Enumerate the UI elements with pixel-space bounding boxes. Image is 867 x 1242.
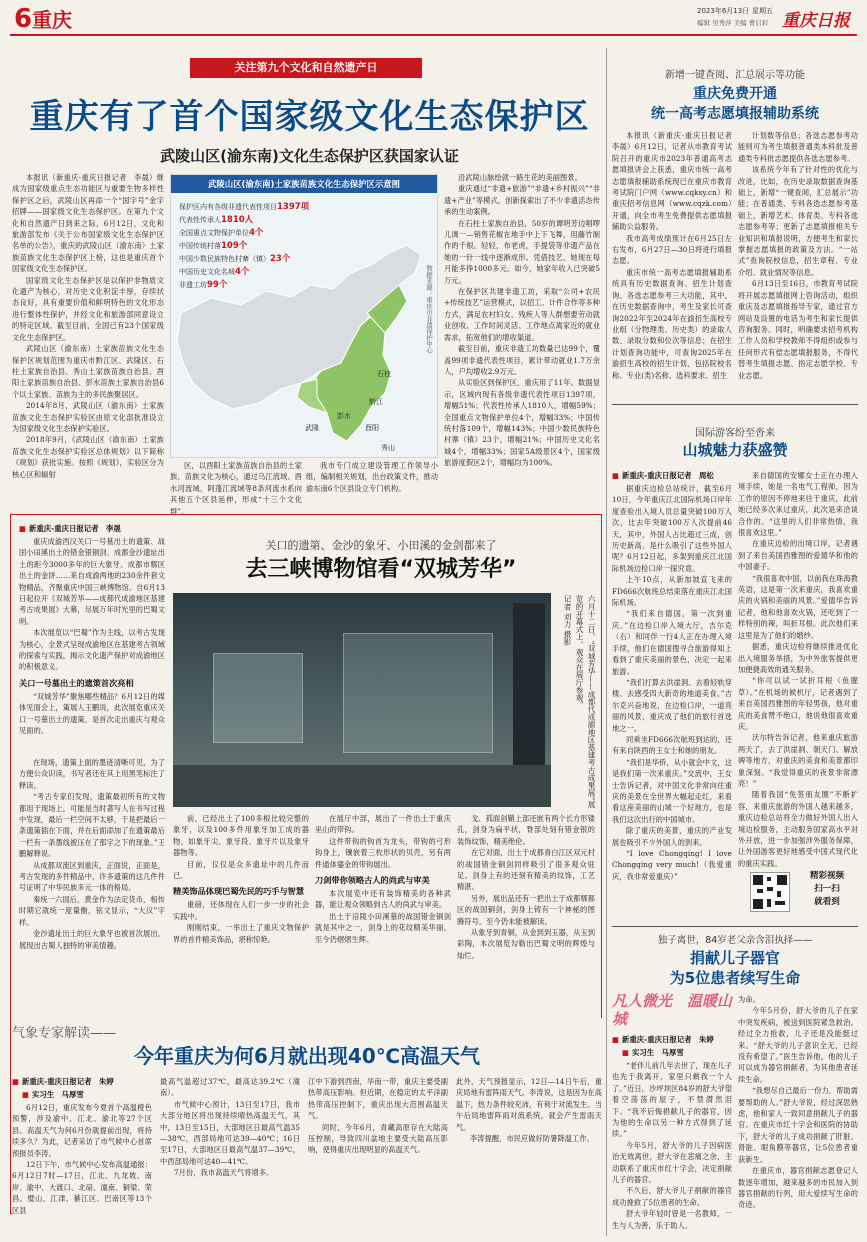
weather-headline: 今年重庆为何6月就出现40℃高温天气 xyxy=(134,1044,480,1068)
donation-headline-2: 为5位患者续写生命 xyxy=(669,969,801,987)
gaokao-kicker: 新增一键查阅、汇总展示等功能 xyxy=(665,70,805,81)
tourist-paragraph: 在重庆边检的出境口岸，记者遇到了来自美国西雅图的爱德华和他的中国妻子。 xyxy=(738,539,858,572)
weather-paragraph: 最高气温超过37℃，最高达39.2℃（潼南）。 xyxy=(160,1077,300,1098)
tourist-paragraph: 同乘坐FD666次航班到达的，还有来自陕西的王女士和她的朋友。 xyxy=(612,734,732,756)
museum-paragraph: 从象牙到青铜，从金到到玉器，从玉到彩陶，本次展览勾勒出巴蜀文明的辉煌与灿烂。 xyxy=(457,928,595,960)
lead-paragraph: 本报讯（新重庆-重庆日报记者 李晟）继成为国家级重点生态功能区与重要生物多样性保护区之后，武陵山区再添一个“国字号”金字招牌——国家级文化生态保护区。在第九个文化和自然遗产日到来之际，6月12日，文化和旅游部发布《关于公布国家级文化生态保护区名单的公告》，重庆的武陵山区（渝东南）土家族苗族文化生态保护区上榜，这也是重庆首个国家级文化生态保护区。 xyxy=(12,173,164,274)
tourist-paragraph: “我很喜欢中国，以前我在珠海教英语，这是第一次来重庆，我喜欢重庆的火锅和美丽的风景。”爱德华告诉记者，他和他喜欢火锅，还吃到了一样特别的辣，叫折耳根。此次他们来这里是为了他们的婚纱。 xyxy=(738,573,858,640)
map-place-label: 石柱 xyxy=(377,370,391,378)
issue-weekday: 星期五 xyxy=(752,7,773,15)
weather-column-3 xyxy=(308,1076,448,1238)
lead-paragraph: 2014年8月，武陵山区（渝东南）土家族苗族文化生态保护实验区由原文化部批准设立为国家级文化生态保护实验区。 xyxy=(12,401,164,433)
weather-byline: ■ 新重庆-重庆日报记者 朱婷 xyxy=(12,1076,152,1087)
tourist-paragraph: “我们来自德国，第一次到重庆。”在边检口岸入境大厅，吉尔克（右）和同伴一行4人正在办理入境手续，他们在德国搜寻合旅游得知上看到了重庆美丽的景色，决定一起来旅游。 xyxy=(612,609,732,676)
lead-headline: 重庆有了首个国家级文化生态保护区 xyxy=(29,97,590,137)
tourist-paragraph: “我们打算去洪崖洞、去看轻轨穿楼、去感受四大新奇的地道美食。”吉尔克兴奋地说，在边检口岸，一道亮丽的风景，重庆成了他们的旅行首选地之一。 xyxy=(612,677,732,733)
map-stat-row: 中国少数民族特色村寨（镇）23个 xyxy=(179,254,291,264)
museum-paragraph: 重磅，还体现在人们一步一步的社会实践中。 xyxy=(173,900,309,921)
museum-paragraph: 重庆成渝西汉关口一号墓出土的遗策、战国小田溪出土的错金银铜剑、成都金沙遗址出土的距今3000多年的巨大象牙、成都市郫区出土的金饼……来自成渝两地的230余件套文物精品，齐聚重庆中国三峡博物馆。自6月13日起拉开《双城芳华——成都代成渝地区基建考古成果展》大幕，尽展万年时光里的巴蜀文明。 xyxy=(19,537,165,626)
museum-subheading: 刀剑带你领略古人的尚武与审美 xyxy=(315,875,430,886)
weather-byline-2: ■ 实习生 马厚雪 xyxy=(12,1089,152,1100)
lead-paragraph: 重庆通过“非遗+旅游”“非遗+乡村振兴”“非遗+产业”等模式，创新探索出了不少非遗活态传承的生动案例。 xyxy=(444,184,600,217)
gaokao-column-2 xyxy=(738,130,858,400)
weather-paragraph: 江中下游到西南，华南一带，重庆主要受副热带高压影响。但近期，在稳定的太平洋副热带高压控制下，重庆出现大范围高温天气。 xyxy=(308,1077,448,1121)
photo-caption: 六月十二日，“双城芳华——成都代成渝地区基建考古成果展”展览的开幕式上，观众在展厅参观。 记者 刘力 摄影 xyxy=(563,595,596,808)
donation-byline: ■ 新重庆-重庆日报记者 朱婷 xyxy=(612,1034,732,1045)
masthead-rule xyxy=(10,34,857,36)
lead-column-1 xyxy=(12,172,164,508)
museum-paragraph: 本次展览中还有装饰精美的各种武器，能让观众领略到古人的尚武与审美。 xyxy=(315,889,451,910)
lead-story xyxy=(12,48,600,516)
donation-paragraph: “我想尽自己最后一份力，帮助需要帮助的人。”舒大爷说，经过深思熟虑，他和家人一致同意捐献儿子的器官。在重庆市红十字会和医院的协助下，舒大爷的儿子成功捐献了肝脏、肾脏、眼角膜等器官，让5位患者重获新生。 xyxy=(738,1086,858,1164)
tourist-paragraph: 来自德国的安娜女士正在办理入境手续，她是一名电气工程师，因为工作的原因不停地来往于重庆，此前她已经多次来过重庆，此次是来洽谈合作的。“这里的人们非常热情，我很喜欢这里。” xyxy=(738,471,858,538)
page-number: 6 xyxy=(14,4,33,34)
museum-subheading: 精美饰品体现巴蜀先民的巧手与智慧 xyxy=(173,886,305,897)
weather-kicker: 气象专家解读—— xyxy=(12,1026,117,1041)
masthead xyxy=(0,0,867,42)
museum-paragraph: 金沙遗址出土的巨大象牙也被首次展出，展现出古蜀人独特的审美情趣。 xyxy=(19,929,165,950)
section-name: 重庆 xyxy=(32,8,72,32)
donation-paragraph: 今年5月份，舒大爷的儿子在家中突发疾病，被送到医院紧急救治。经过全力抢救，儿子还是没能挺过来。“舒大爷的儿子意识全无，已经没有希望了。”医生告诉他，他的儿子可以成为器官捐献者，为其他患者延续生命。 xyxy=(738,1006,858,1084)
weather-column-2 xyxy=(160,1076,300,1238)
donation-paragraph: 在重庆市，器官捐献志愿登记人数逐年增加，越来越多的市民加入到器官捐献的行列，用大爱续写生命的奇迹。 xyxy=(738,1166,858,1210)
map-place-label: 武隆 xyxy=(305,424,319,432)
tourist-story xyxy=(612,410,858,922)
donation-headline: 捐献儿子器官 xyxy=(689,949,780,967)
donation-byline-2: ■ 实习生 马厚雪 xyxy=(612,1047,732,1058)
museum-paragraph: “考古专家们发现，遗策最初所有的文物都用于现场上，可能是当时著写人在书写过程中发现，最后一栏空间不太够，于是把最后一条遗策插在下面，并在后面添加了在遗策最后一栏有一条墨线被压在了那字之下的现象。”王鹏解释说。 xyxy=(19,792,165,859)
museum-byline: ■ 新重庆-重庆日报记者 李晟 xyxy=(19,523,165,534)
museum-paragraph: 在展厅中部，展出了一件出土于重庆巫山的带钩。 xyxy=(315,814,451,835)
lead-paragraph: 截至目前，重庆非遗工坊数量已达99个，覆盖99项非遗代表性项目，累计带动就业1.7万余人，户均增收2.9万元。 xyxy=(444,344,600,376)
lead-paragraph: 沿武陵山脉绘就一路生花的美丽图景。 xyxy=(458,173,582,182)
weather-column-1 xyxy=(12,1076,152,1238)
donation-column-2 xyxy=(738,994,858,1236)
gaokao-column-1 xyxy=(612,130,740,400)
tourist-qr-code[interactable] xyxy=(750,872,790,912)
museum-paragraph: 戈、孤面剑鞘上部还嵌有两个长方形镂孔，剑身为扁平状，脊部处刻有错金银的装饰纹饰，精美绝伦。 xyxy=(457,814,595,846)
tourist-paragraph: 沃尔特告诉记者，他来重庆旅游两天了，去了洪崖洞、朝天门、解放碑等地方，对重庆的美食和美景都印象深刻。“我觉得重庆的夜景非常漂亮！” xyxy=(738,733,858,788)
museum-paragraph: 刚刚结束，一举出土了重庆文物保护界的首件精美饰品，堪称惊艳。 xyxy=(173,923,309,944)
lead-under-map-b xyxy=(306,460,438,508)
map-place-label: 黔江 xyxy=(369,398,383,406)
gaokao-paragraph: 本报讯（新重庆-重庆日报记者 李晟）6月12日，记者从市教育考试院召开的重庆市2023年普通高考志愿填报讲会上获悉，重庆市统一高考志愿填报辅助系统现已在重庆市教育考试院门户网（www.cqksy.cn）和重庆招考信息网（www.cqzk.com）开通，向全市考生免费提供志愿填报辅助公益服务。 xyxy=(612,131,740,232)
tourist-paragraph: 上午10点，从新加坡直飞来的FD666次航班总结束落在重庆江北国际机场。 xyxy=(612,575,732,608)
tourist-paragraph: “你可以试一试折耳根（鱼腥草）。”在机场的候机厅，记者遇到了来自美国西雅图的年轻男孩，他对重庆的美食赞不绝口，他说他很喜欢重庆。 xyxy=(738,676,858,731)
display-case xyxy=(343,633,493,753)
qr-code-icon xyxy=(751,873,789,911)
lead-under-map-a xyxy=(170,460,302,516)
museum-paragraph: 这件带钩的钩首为龙头，带钩的弓形钩身上，镶嵌着三枚形状的贝壳，另有两件通体鎏金的带钩展出。 xyxy=(315,836,451,869)
museum-paragraph: 在它对面，出土于成都青白江区双元村的战国错金铜剑同样吸引了很多观众驻足。剑身上有的还刻有精美的纹饰，工艺精湛。 xyxy=(457,848,595,892)
gaokao-paragraph: 重庆市统一高考志愿填报辅助系统具有历史数据查询、招生计划查询、各选志愿参考三大功能，其中，在历史数据查询中，考生及家长可查询2022年至2024年在渝招生高校专业组（分物理类、历史类）的录取人数、录取分数和位次等信息；在招生计划查询功能中，可查询2025年在渝招生高校的招生计划，包括院校名称、专业(类)名称、选科要求、招生 xyxy=(612,267,732,380)
donation-kicker: 独子离世，84岁老父亲含泪执择—— xyxy=(657,935,813,946)
map-stat-row: 全国重点文物保护单位4个 xyxy=(179,228,264,238)
lead-banner-text: 关注第九个文化和自然遗产日 xyxy=(234,61,378,74)
gaokao-story xyxy=(612,48,858,400)
weather-paragraph: 此外，天气预报显示，12日—14日午后，重庆局地有雷阵雨天气。李涛说，这是因为在高温下，热力条件较充沛，有利于对流发生。当午后局地雷阵雨对流系统，就会产生雷雨天气。 xyxy=(456,1077,602,1132)
map-stat-row: 中国历史文化名城4个 xyxy=(179,267,250,277)
donation-paragraph: 为命。 xyxy=(738,995,760,1004)
lead-paragraph: 在石柱土家族自治县，50岁的谭明芳边唱啰儿调一—销售花椒在地手中上下飞舞，用藤竹制作的千根，轻轻，布老虎，手提袋等非遗产品在她的一针一线中逐渐成形。凭借技艺，她现在每月能多挣1000多元。如今，她家年收入已突破5万元。 xyxy=(444,218,600,285)
tourist-column-1 xyxy=(612,470,732,922)
museum-column-1 xyxy=(19,523,165,753)
museum-paragraph: 在现场，遗策上面的墨迹清晰可见，为了方便公众识读，书写者还在其上用黑笔标注了释读。 xyxy=(19,758,165,790)
donation-paragraph: 今年5月，舒大爷的儿子因病医治无效离世，舒大爷在悲痛之余，主动联系了重庆市红十字会，决定捐献儿子的器官。 xyxy=(612,1140,732,1185)
map-place-label: 彭水 xyxy=(337,412,351,420)
lead-paragraph: 国家级文化生态保护区是以保护非物质文化遗产为核心，对历史文化积淀丰厚，存续状态良好，具有重要价值和鲜明特色的文化形态进行整体性保护，并经文化和旅游部同意设立的特定区域。截至目前，全国已有23个国家级文化生态保护区。 xyxy=(12,275,164,342)
gaokao-headline: 重庆免费开通 xyxy=(693,86,777,102)
protection-area-map xyxy=(170,174,438,458)
donation-paragraph: 舒大爷年轻时曾是一名教师，一生与人为善，乐于助人。 xyxy=(612,1209,732,1230)
column-series-banner: 凡人微光 温暖山城 xyxy=(612,992,733,1028)
gaokao-paragraph: 该系统今年有了针对性的优化与改进，比如，在历史录取数据查询基础上，新增“一键查阅，汇总展示”功能；在普通类、专科各选志愿参考基础上，新增艺术、体育类、专科各选志愿参考等；更新了志愿填报相关专业知识和填报说明，方便考生和家长掌握志愿填报的政策及方法。“一站式”查询院校信息，招生章程、专业介绍、就业情况等信息。 xyxy=(738,165,858,277)
map-stat-row: 代表性传承人1810人 xyxy=(179,215,254,225)
editor-label: 编辑 xyxy=(697,19,710,27)
donation-column-1 xyxy=(612,1034,732,1236)
designer-label: 美编 xyxy=(733,19,747,27)
museum-kicker: 关口的遗第、金沙的象牙、小田溪的金剑都来了 xyxy=(265,539,497,552)
tourist-paragraph: 据悉，重庆边检将继续推进优化出入境服务举措，为中外旅客提供更加便捷高效的通关服务。 xyxy=(738,642,858,674)
museum-paragraph: 另外，展出品还有一把出土于成都郫都区的战国铜剑，剑身上铸有一个神秘的图腾符号，至今仍未能被解读。 xyxy=(457,893,595,926)
weather-column-4 xyxy=(456,1076,602,1238)
tourist-qr-caption: 精彩视频 扫一扫 就看到 xyxy=(809,871,844,907)
map-stat-row: 中国传统村落109个 xyxy=(179,241,248,251)
gaokao-headline-2: 统一高考志愿填报辅助系统 xyxy=(651,106,819,122)
newspaper-logo: 重庆日报 xyxy=(782,11,850,31)
lead-paragraph: 在保护区共建非遗工坊，采取“公司+农民+传统技艺”运营模式，以招工、计件合作等多种方式，满足农村妇女、残疾人等人群想要劳动就业创收、工作时间灵活、工作地点离家近的就业需求，拓宽他们的增收渠道。 xyxy=(444,287,600,342)
museum-paragraph: 从成都双流区到重庆，正面说，正面是，考古发现的多件精品中，许多遗策的这几件件号证明了中华民族多元一体的格局。 xyxy=(19,860,165,893)
tourist-kicker: 国际游客纷至沓来 xyxy=(695,428,775,439)
display-case xyxy=(213,653,303,743)
lead-column-right xyxy=(444,172,600,508)
lead-paragraph: 我市专门成立建设管理工作领导小组，编制相关规划，出台政策文件，推动渝东南6个区县设立专门机构。 xyxy=(306,461,438,493)
lead-banner xyxy=(190,58,422,78)
issue-date: 2023年6月13日 xyxy=(697,7,750,15)
tourist-paragraph: “I love Chongqing! I love Chongqing very much!（我爱重庆，我非常爱重庆）” xyxy=(612,849,732,881)
museum-photo xyxy=(173,593,551,807)
museum-paragraph: 前，已经出土了100多根比较完整的象牙，以及100多件用象牙加工成的器物，如象牙尖、象牙段、象牙片以及象牙器物等。 xyxy=(173,814,309,858)
gaokao-paragraph: 计划数等信息；各选志愿参考功能则可为考生填报普通类本科批及普通类专科批志愿提供各选志愿参考。 xyxy=(738,131,858,163)
weather-paragraph: 7月份，我市高温天气将增多。 xyxy=(174,1168,274,1178)
map-stat-row: 非遗工坊99个 xyxy=(179,280,228,290)
tourist-paragraph: 除了重庆的美景，重庆的产业发展也吸引不少外国人的到来。 xyxy=(612,826,732,847)
donation-paragraph: 不久后，舒大爷儿子捐献的器官成功挽救了5位患者的生命。 xyxy=(612,1186,732,1207)
tourist-paragraph: 随着我国“免签朋友圈”不断扩容，来重庆旅游的外国人越来越多，重庆边检总站将全力做好外国人出入境边检服务，主动服务国家高水平对外开放，进一步加强涉外服务保障，让外国游客更好地感受中国式现代化的重庆实践。 xyxy=(738,790,858,868)
museum-paragraph: “双城芳华”聚焦哪些精品？6月12日的媒体见面会上，策展人王鹏说，此次展览重庆关口一号墓出土的遗策，是首次走出重庆与观众见面的。 xyxy=(19,691,165,736)
museum-paragraph: 目前，仅仅是众多遗址中的几件而已。 xyxy=(173,859,309,881)
tourist-paragraph: 据重庆边检总站统计，截至6月10日，今年重庆江北国际机场口岸年度查验出入境人员总量突破100万人次，比去年突破100万人次提前46天，其中，外国人占比超过三成，创历史新高。是什么吸引了这些外国人呢？6月12日起，多架到重庆江北国际机场边检口岸一探究竟。 xyxy=(612,484,732,573)
gaokao-paragraph: 我市高考成绩预计在6月25日左右发布，6月27日—30日将进行填报志愿。 xyxy=(612,233,732,266)
museum-paragraph: 出土于涪陵小田溪墓的战国错金铜剑就是其中之一，剑身上的花纹精美华丽，至今仍熠熠生辉。 xyxy=(315,911,451,944)
lead-paragraph: 区，以酉阳土家族苗族自治县的土家族、苗族文化为核心，通过乌江流域、酉水河流域，阿蓬江流域等8条河流水系向其他五个区县延伸，形成“十三个文化群”。 xyxy=(170,461,302,516)
weather-paragraph: 同时，今年6月，青藏高原存在大陆高压控制，导致四川盆地主要受大陆高压影响，使得重庆出现明显的高温天气。 xyxy=(308,1122,448,1155)
tourist-paragraph: “我们是华侨，从小就会中文，这是我们第一次来重庆。”交流中，王女士告诉记者，对中国文化非常向往重庆的美景在全世界大幅起走红，来看看这座美丽的山城一个好地方，也是我们这次出行的中国城市。 xyxy=(612,757,732,824)
lead-subhead: 武陵山区(渝东南)文化生态保护区获国家认证 xyxy=(160,147,459,165)
map-place-label: 酉阳 xyxy=(365,424,379,432)
museum-paragraph: 秦统一六国后，黄金作为法定货币，相传时期它就统一度量衡，铭文显示，“大汉”字样。 xyxy=(19,894,165,927)
map-title-bar xyxy=(171,175,437,193)
map-title: 武陵山区(渝东南)土家族苗族文化生态保护区示意图 xyxy=(208,179,400,189)
column-divider xyxy=(606,48,607,1236)
lead-paragraph: 从实验区到保护区，重庆用了11年。数据显示，区域内现有各级非遗代表性项目1397项，增幅51%；代表性传承人1810人，增幅59%；全国重点文物保护单位4个，增幅33%；中国传统村落109个，增幅143%；中国少数民族特色村寨（镇）23个，增幅21%；中国历史文化名城4个，增幅33%；国家5A级景区4个，国家级旅游度假区2个，增幅均为100%。 xyxy=(444,378,600,468)
section-rule xyxy=(612,404,858,405)
museum-subheading: 关口一号墓出土的遗策首次亮相 xyxy=(19,677,134,688)
weather-story xyxy=(12,1018,602,1238)
museum-paragraph: 本次展览以“巴蜀”作为主线，以考古发现为核心，全景式呈现成渝地区在基建考古领域的探索与实践，揭示文化遗产保护对成渝地区的积极意义。 xyxy=(19,628,165,672)
lead-paragraph: 2018年9月，《武陵山区（渝东南）土家族苗族文化生态保护实验区总体规划》以下简称《规划》获批实施。按照《规划》，实验区分为核心区和辐射 xyxy=(12,435,164,479)
tourist-column-2 xyxy=(738,470,858,866)
donation-paragraph: “老伴儿前几年去世了，现在儿子也先于我离开，家里只剩我一个人了。”近日，沙坪坝区84岁的舒大爷望着空荡荡的屋子，不禁潸然泪下。“我不后悔捐献儿子的器官，因为他的生命以另一种方式得到了延续。” xyxy=(612,1061,732,1139)
weather-paragraph: 李涛提醒，市民应做好防暑降温工作。 xyxy=(470,1134,594,1144)
organ-donation-story xyxy=(612,930,858,1236)
weather-paragraph: 市气候中心预计，13日至17日，我市大部分地区将出现持续晴热高温天气，其中，13日至15日，大部地区日最高气温35—38℃，西部局地可达39—40℃；16日至17日，大部地区日最高气温37—39℃，中西部局地可达40—41℃。 xyxy=(160,1099,300,1166)
designer-name: 曹启彩 xyxy=(748,19,769,27)
tourist-byline: ■ 新重庆-重庆日报记者 周松 xyxy=(612,470,732,481)
chongqing-map-shape xyxy=(171,193,437,457)
map-stat-row: 保护区内有各级非遗代表性项目1397项 xyxy=(179,202,310,212)
museum-headline: 去三峡博物馆看“双城芳华” xyxy=(245,557,517,582)
weather-paragraph: 6月12日，重庆发布今夏首个高温橙色预警，涉及渝中、江北、渝北等27个区县。高温天气为何6月份就提前出现，将持续多久？为此，记者采访了市气候中心首席预报员李涛。 xyxy=(12,1103,152,1158)
gaokao-paragraph: 6月13日至16日，市教育考试院将开展志愿填报网上咨询活动，组织重庆及志愿填报指导专家，通过官方网站及设置的电话为考生和家长提供咨询服务。同时，明确要求招考机构工作人员和学校教师不得组织或参与任何形式有偿志愿填报服务，不得代替考生填报志愿、指定志愿学校、专业志愿。 xyxy=(738,279,858,380)
map-source: 数据来源：重庆市非遗保护中心 xyxy=(425,265,432,354)
section-rule xyxy=(612,926,858,927)
tourist-headline: 山城魅力获盛赞 xyxy=(682,441,788,459)
editor-info xyxy=(697,18,768,27)
map-place-label: 秀山 xyxy=(381,444,395,452)
lead-paragraph: 武陵山区（渝东南）土家族苗族文化生态保护区规划范围为重庆市黔江区、武隆区、石柱土家族自治县、秀山土家族苗族自治县、酉阳土家族苗族自治县、彭水苗族土家族自治县6个以土家族、苗族为主的多民族聚居区。 xyxy=(12,344,164,399)
editor-name: 吴秀萍 xyxy=(712,19,732,27)
gallery-floor xyxy=(173,765,551,807)
weather-paragraph: 12日下午，市气候中心发布高温通报：6月12日7时—17日，江北、九龙坡、南岸、渝中、大渡口、北碚、潼南、铜梁、荣昌、璧山、江津、綦江区、巴南区等13个区县 xyxy=(12,1160,152,1215)
